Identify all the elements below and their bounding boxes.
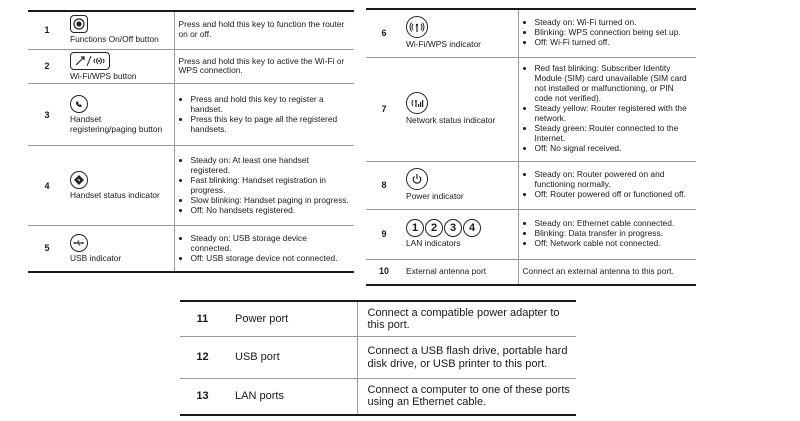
row-number: 1 [28, 11, 66, 49]
item-bullets-cell [518, 57, 696, 161]
bottom-ports-table [180, 300, 576, 416]
item-label: USB indicator [70, 252, 122, 263]
bullet-item: • Blinking: WPS connection being set up. [535, 28, 693, 38]
row-number: 3 [28, 84, 66, 146]
item-description: Press and hold this key to function the router on or off. [174, 11, 354, 49]
item-cell [66, 11, 174, 49]
row-number: 9 [366, 209, 402, 259]
wifi-signal-icon [406, 16, 428, 38]
bullet-item: • Off: USB storage device not connected. [191, 254, 351, 264]
row-number: 11 [180, 301, 225, 337]
legend-row [180, 301, 576, 337]
item-label: Handset registering/paging button [70, 114, 163, 134]
item-cell [66, 146, 174, 226]
item-description: Connect a computer to one of these ports using an Ethernet cable. [357, 379, 576, 415]
row-number: 8 [366, 161, 402, 209]
row-number: 2 [28, 49, 66, 84]
row-number: 12 [180, 337, 225, 379]
item-label: External antenna port [402, 259, 518, 285]
usb-icon [70, 234, 88, 252]
bullet-item: • Off: Router powered off or functioned off. [535, 190, 693, 200]
item-cell [402, 9, 518, 57]
bullet-item: • Fast blinking: Handset registration in progress. [191, 176, 351, 196]
item-label: USB port [225, 337, 357, 379]
legend-row [28, 11, 354, 49]
legend-row [366, 209, 696, 259]
lan-2-icon: 2 [425, 219, 443, 237]
item-label: Functions On/Off button [70, 34, 159, 45]
legend-row [180, 379, 576, 415]
item-label: Network status indicator [406, 115, 496, 126]
legend-row [366, 161, 696, 209]
item-cell [66, 84, 174, 146]
item-cell [402, 57, 518, 161]
lan-1-icon: 1 [406, 219, 424, 237]
item-description: Connect an external antenna to this port. [518, 259, 696, 285]
item-label: Handset status indicator [70, 189, 160, 200]
left-legend-table [28, 10, 354, 273]
right-legend-table [366, 8, 696, 286]
bullet-item: • Off: No signal received. [535, 144, 693, 154]
lan-3-icon: 3 [444, 219, 462, 237]
item-cell [66, 49, 174, 84]
item-bullets-cell [518, 209, 696, 259]
item-label: Power port [225, 301, 357, 337]
item-cell [402, 209, 518, 259]
bullet-item: • Steady on: USB storage device connected. [191, 234, 351, 254]
lan-icons [406, 219, 514, 237]
item-description: Connect a compatible power adapter to this port. [357, 301, 576, 337]
legend-row [366, 9, 696, 57]
wifi-wps-icon [70, 52, 110, 70]
item-bullets-cell [174, 226, 354, 272]
legend-row [28, 84, 354, 146]
item-label: LAN ports [225, 379, 357, 415]
handset-status-icon [70, 171, 88, 189]
handset-paging-icon [70, 95, 88, 113]
legend-row [28, 49, 354, 84]
legend-row [180, 337, 576, 379]
item-cell [402, 161, 518, 209]
bullet-item: • Steady on: Router powered on and functioning normally. [535, 170, 693, 190]
row-number: 5 [28, 226, 66, 272]
power-circle-icon [70, 15, 88, 33]
item-description: Press and hold this key to active the Wi-Fi or WPS connection. [174, 49, 354, 84]
bullet-item: • Steady on: Ethernet cable connected. [535, 219, 693, 229]
bullet-item: • Steady on: Wi-Fi turned on. [535, 18, 693, 28]
bullet-item: • Off: Network cable not connected. [535, 239, 693, 249]
bullet-item: • Press and hold this key to register a handset. [191, 95, 351, 115]
item-label: LAN indicators [406, 238, 461, 249]
legend-row [366, 259, 696, 285]
legend-row [28, 146, 354, 226]
item-bullets-cell [174, 146, 354, 226]
row-number: 4 [28, 146, 66, 226]
item-label: Wi-Fi/WPS button [70, 70, 137, 81]
lan-4-icon: 4 [463, 219, 481, 237]
bullet-item: • Blinking: Data transfer in progress. [535, 229, 693, 239]
legend-row [366, 57, 696, 161]
row-number: 13 [180, 379, 225, 415]
row-number: 10 [366, 259, 402, 285]
bullet-item: • Off: No handsets registered. [191, 206, 351, 216]
row-number: 6 [366, 9, 402, 57]
power-indicator-icon [406, 168, 428, 190]
bullet-item: • Press this key to page all the registered handsets. [191, 115, 351, 135]
item-bullets-cell [518, 9, 696, 57]
legend-row [28, 226, 354, 272]
item-bullets-cell [174, 84, 354, 146]
item-description: Connect a USB flash drive, portable hard disk drive, or USB printer to this port. [357, 337, 576, 379]
bullet-item: • Steady on: At least one handset registered. [191, 156, 351, 176]
bullet-item: • Off: Wi-Fi turned off. [535, 38, 693, 48]
item-label: Wi-Fi/WPS indicator [406, 39, 481, 50]
bullet-item: • Slow blinking: Handset paging in progress. [191, 196, 351, 206]
item-bullets-cell [518, 161, 696, 209]
bullet-item: • Steady green: Router connected to the Internet. [535, 124, 693, 144]
bullet-item: • Red fast blinking: Subscriber Identity Module (SIM) card unavailable (SIM card not installed or malfunctioning, or PIN code not verified). [535, 64, 693, 104]
item-label: Power indicator [406, 191, 464, 202]
bullet-item: • Steady yellow: Router registered with the network. [535, 104, 693, 124]
row-number: 7 [366, 57, 402, 161]
item-cell [66, 226, 174, 272]
network-signal-icon [406, 92, 428, 114]
